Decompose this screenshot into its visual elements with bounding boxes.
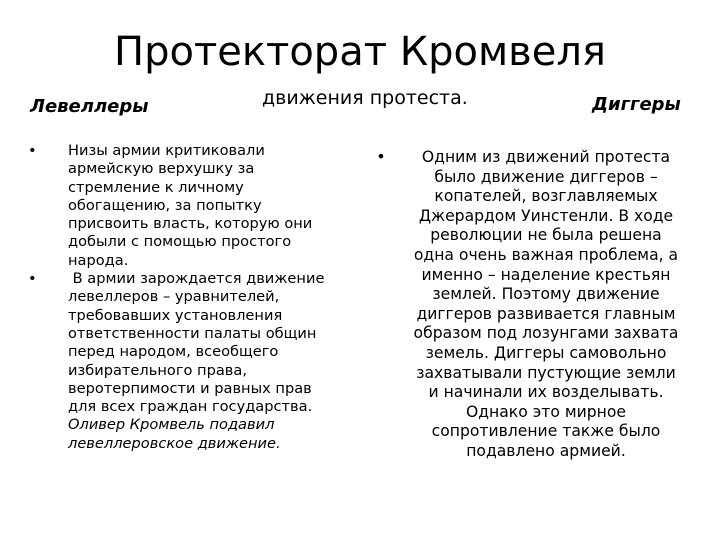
bullet-item xyxy=(28,142,338,270)
text-line: ответственности палаты общин xyxy=(68,324,317,342)
text-line: Низы армии критиковали xyxy=(68,142,265,159)
bullet-item xyxy=(28,270,338,453)
levellers-column xyxy=(28,142,338,453)
text-line: присвоить власть, которую они xyxy=(68,215,313,233)
text-line: избирательного права, xyxy=(68,361,247,379)
text-line: перед народом, всеобщего xyxy=(68,343,279,361)
bullet-marker: • xyxy=(28,270,37,288)
text-line: землей. Поэтому движение xyxy=(432,285,660,304)
text-line: левеллеров – уравнителей, xyxy=(68,288,280,306)
text-line: диггеров развивается главным xyxy=(416,304,676,323)
text-line: сопротивление также было xyxy=(431,422,661,441)
text-line: Однако это мирное xyxy=(466,402,626,421)
diggers-column xyxy=(364,148,694,462)
text-line: требовавших установления xyxy=(68,306,283,324)
text-line: земель. Диггеры самовольно xyxy=(425,343,667,362)
bullet-text xyxy=(68,142,338,270)
text-line: и начинали их возделывать. xyxy=(428,383,664,402)
text-line: революции не была решена xyxy=(430,226,662,245)
italic-text-line: Оливер Кромвель подавил xyxy=(68,416,275,434)
heading-levellers: Левеллеры xyxy=(30,96,149,117)
bullet-item xyxy=(364,148,694,462)
text-line: Одним из движений протеста xyxy=(421,148,671,166)
bullet-text xyxy=(398,148,694,462)
text-line: добыли с помощью простого xyxy=(68,233,292,251)
text-line: было движение диггеров – xyxy=(434,167,658,186)
text-line: обогащению, за попытку xyxy=(68,196,262,214)
bullet-marker: • xyxy=(376,148,386,166)
text-line: для всех граждан государства. xyxy=(68,398,313,416)
text-line: веротерпимости и равных прав xyxy=(68,379,312,397)
text-line: именно – наделение крестьян xyxy=(421,265,671,284)
slide-title: Протекторат Кромвеля xyxy=(114,29,606,75)
text-line: захватывали пустующие земли xyxy=(416,363,676,382)
text-line: одна очень важная проблема, а xyxy=(413,245,679,264)
text-line: Джерардом Уинстенли. В ходе xyxy=(418,206,674,225)
bullet-text xyxy=(68,270,338,453)
text-line: образом под лозунгами захвата xyxy=(413,324,679,343)
bullet-marker: • xyxy=(28,142,37,159)
text-line: В армии зарождается движение xyxy=(68,270,325,288)
slide-subtitle: движения протеста. xyxy=(262,87,468,109)
text-line: армейскую верхушку за xyxy=(68,160,255,178)
text-line: подавлено армией. xyxy=(466,441,626,460)
heading-diggers: Диггеры xyxy=(592,94,681,115)
italic-text-line: левеллеровское движение. xyxy=(68,434,281,452)
text-line: народа. xyxy=(68,251,129,269)
text-line: стремление к личному xyxy=(68,178,244,196)
text-line: копателей, возглавляемых xyxy=(434,187,658,206)
